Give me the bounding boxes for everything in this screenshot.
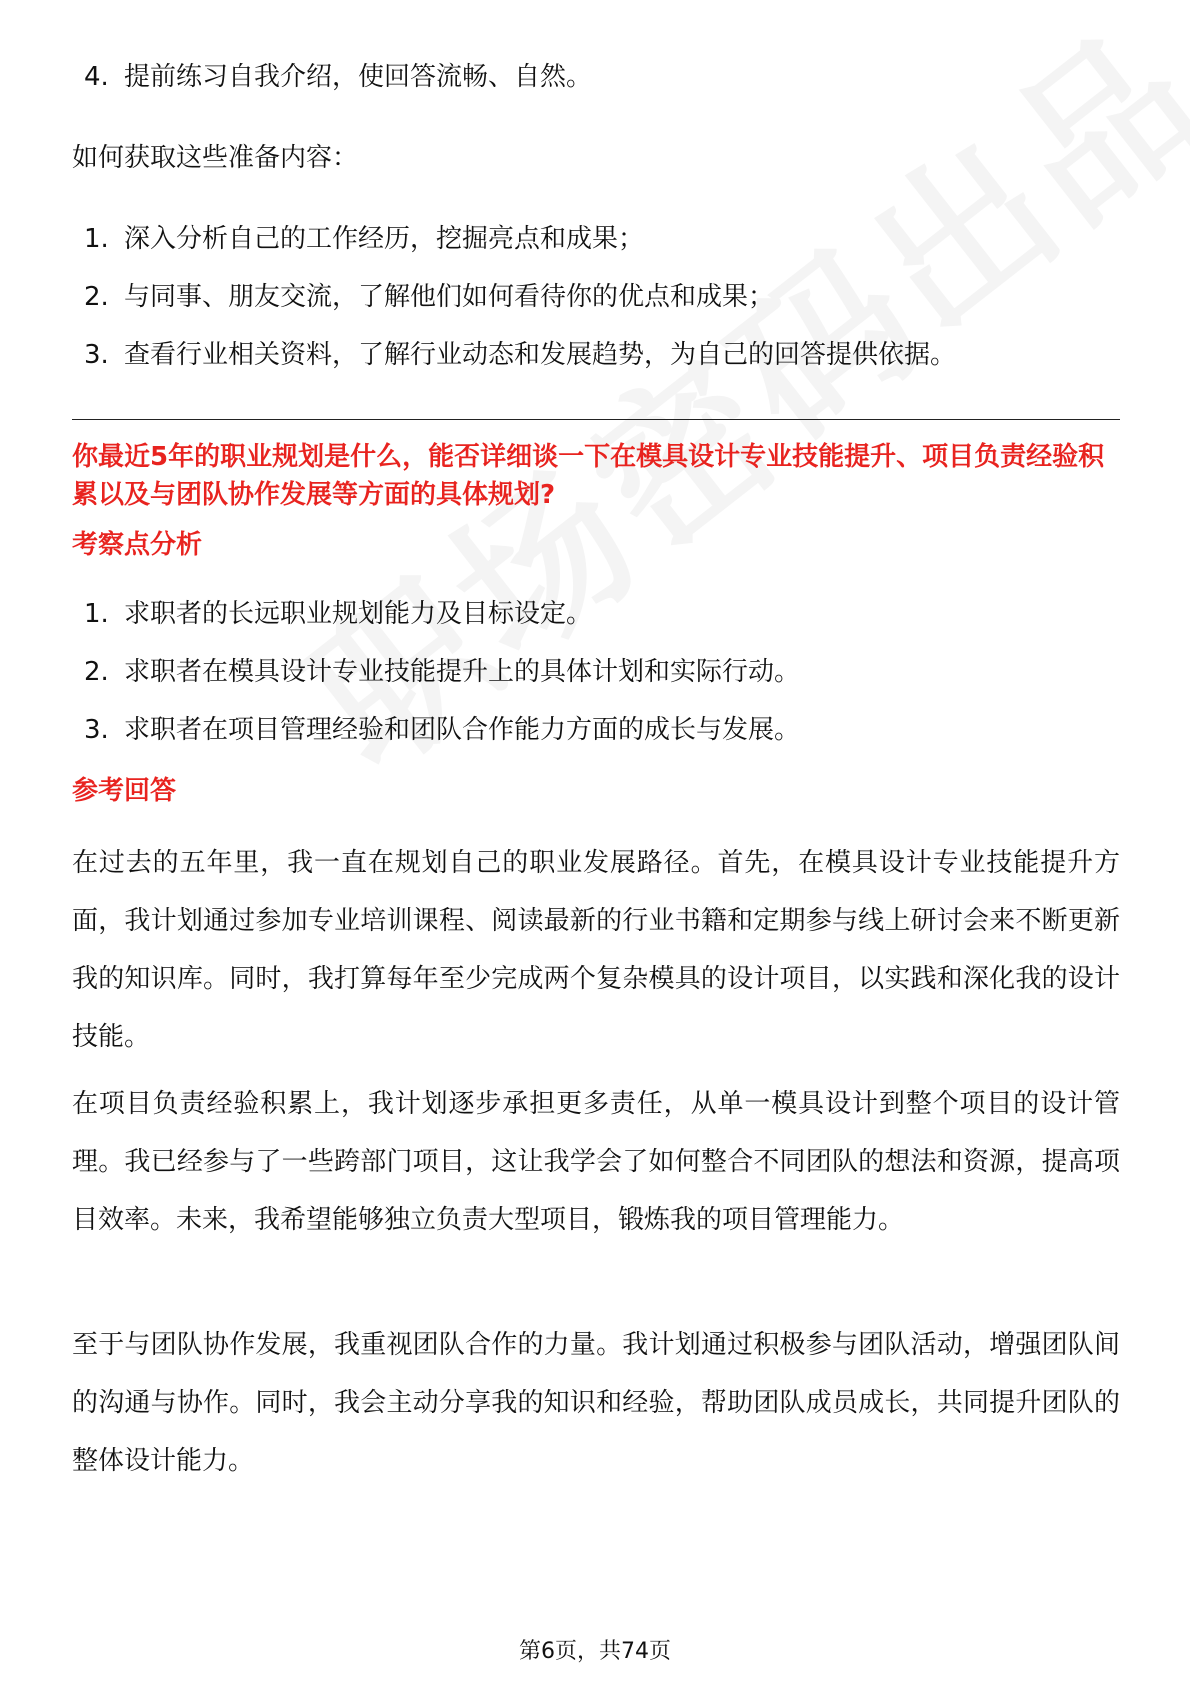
list-item-number: 2.: [84, 657, 109, 687]
list-item-text: 与同事、朋友交流，了解他们如何看待你的优点和成果；: [124, 282, 775, 312]
list-item-number: 1.: [84, 224, 109, 254]
interview-question: 你最近5年的职业规划是什么，能否详细谈一下在模具设计专业技能提升、项目负责经验积累以及与团队协作发展等方面的具体规划?: [72, 442, 1105, 510]
list-item-text: 提前练习自我介绍，使回答流畅、自然。: [124, 62, 593, 92]
analysis-heading: 考察点分析: [72, 530, 203, 560]
list-item: [72, 48, 1120, 106]
answer-paragraph-1: [72, 834, 1120, 1066]
list-item-number: 4.: [84, 62, 109, 92]
list-item-text: 求职者在项目管理经验和团队合作能力方面的成长与发展。: [124, 715, 801, 745]
analysis-list: [72, 585, 1120, 759]
list-item: [72, 326, 1120, 384]
answer-paragraph-2: [72, 1075, 1120, 1249]
list-item-number: 3.: [84, 715, 109, 745]
list-item: [72, 701, 1120, 759]
paragraph-text: 至于与团队协作发展，我重视团队合作的力量。我计划通过积极参与团队活动，增强团队间的沟通与协作。同时，我会主动分享我的知识和经验，帮助团队成员成长，共同提升团队的整体设计能力。: [72, 1330, 1120, 1476]
list-item-text: 深入分析自己的工作经历，挖掘亮点和成果；: [124, 224, 645, 254]
list-item: [72, 268, 1120, 326]
top-list: [72, 48, 1120, 106]
answer-paragraph-3: [72, 1316, 1120, 1490]
prep-list: [72, 210, 1120, 384]
list-item: [72, 585, 1120, 643]
list-item-number: 1.: [84, 599, 109, 629]
list-item: [72, 210, 1120, 268]
answer-heading: 参考回答: [72, 776, 177, 806]
page-number-footer: 第6页，共74页: [519, 1639, 671, 1664]
list-item-number: 3.: [84, 340, 109, 370]
list-item-text: 求职者在模具设计专业技能提升上的具体计划和实际行动。: [124, 657, 801, 687]
top-list-block: [72, 48, 1120, 106]
prep-label: 如何获取这些准备内容：: [72, 143, 359, 173]
list-item-text: 查看行业相关资料，了解行业动态和发展趋势，为自己的回答提供依据。: [124, 340, 957, 370]
list-item: [72, 643, 1120, 701]
paragraph-text: 在项目负责经验积累上，我计划逐步承担更多责任，从单一模具设计到整个项目的设计管理。我已经参与了一些跨部门项目，这让我学会了如何整合不同团队的想法和资源，提高项目效率。未来，我希望能够独立负责大型项目，锻炼我的项目管理能力。: [72, 1089, 1120, 1235]
list-item-number: 2.: [84, 282, 109, 312]
section-divider: [72, 419, 1120, 420]
analysis-list-block: [72, 585, 1120, 759]
prep-list-block: [72, 210, 1120, 384]
document-page: [72, 0, 1120, 1684]
list-item-text: 求职者的长远职业规划能力及目标设定。: [124, 599, 593, 629]
paragraph-text: 在过去的五年里，我一直在规划自己的职业发展路径。首先，在模具设计专业技能提升方面，我计划通过参加专业培训课程、阅读最新的行业书籍和定期参与线上研讨会来不断更新我的知识库。同时，我打算每年至少完成两个复杂模具的设计项目，以实践和深化我的设计技能。: [72, 848, 1120, 1052]
